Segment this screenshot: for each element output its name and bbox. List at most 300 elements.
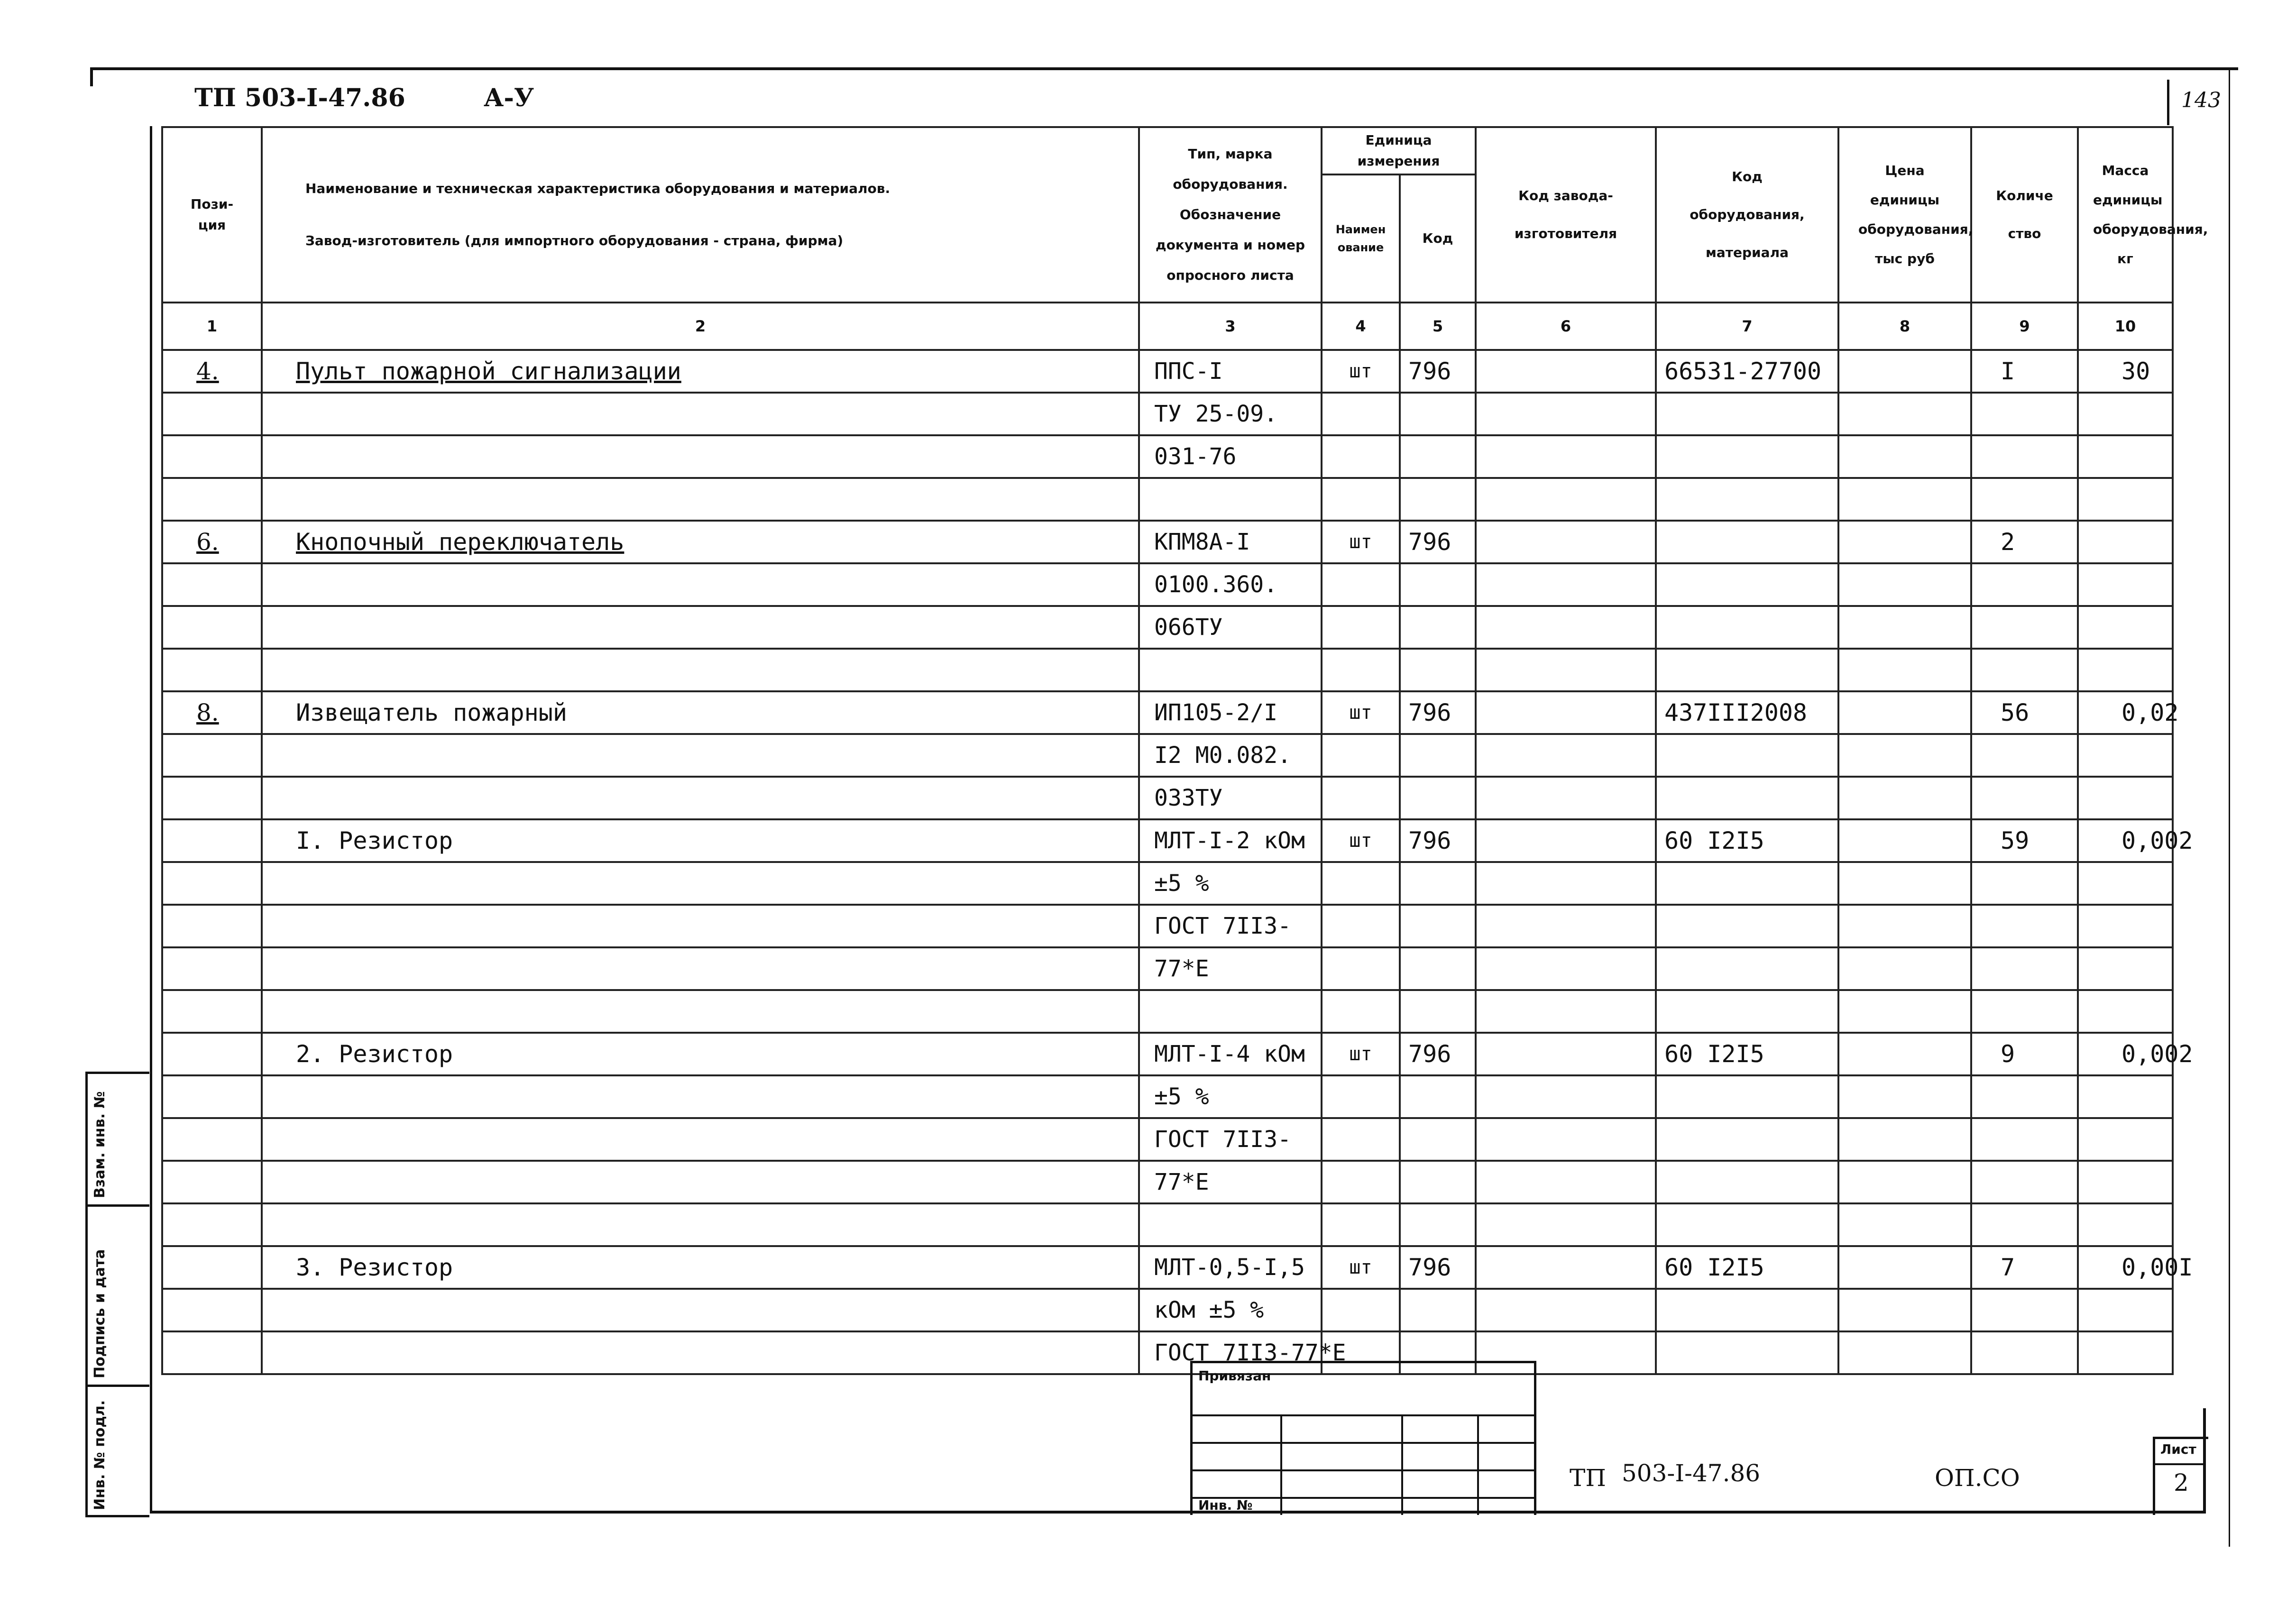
table-row xyxy=(162,1033,2173,1075)
name-cell xyxy=(262,649,1139,691)
type-cell: 77*Е xyxy=(1139,947,1322,990)
price-cell xyxy=(1838,1331,1971,1374)
binding-stamp xyxy=(1190,1361,1536,1515)
name-cell xyxy=(262,777,1139,819)
type-cell: МЛТ-I-4 кОм xyxy=(1139,1033,1322,1075)
left-binding-strip xyxy=(85,1072,149,1517)
header-price: Цена единицы оборудования, тыс руб xyxy=(1838,127,1971,303)
mass-cell: 0,002 xyxy=(2078,1033,2173,1075)
footer-doc-prefix: ТП xyxy=(1570,1464,1606,1492)
position-cell: 8. xyxy=(162,691,262,734)
mass-cell xyxy=(2078,1203,2173,1246)
quantity-cell xyxy=(1971,393,2078,435)
equipment-code-cell xyxy=(1656,563,1838,606)
type-cell: 033ТУ xyxy=(1139,777,1322,819)
unit-cell xyxy=(1322,1075,1400,1118)
unit-code-cell xyxy=(1400,947,1476,990)
type-cell: 066ТУ xyxy=(1139,606,1322,649)
table-row xyxy=(162,393,2173,435)
name-cell: Кнопочный переключатель xyxy=(262,521,1139,563)
quantity-cell: 2 xyxy=(1971,521,2078,563)
quantity-cell xyxy=(1971,734,2078,777)
unit-cell: шт xyxy=(1322,521,1400,563)
strip-cell-inventory xyxy=(88,1387,149,1513)
strip-label: Взам. инв. № xyxy=(92,1091,108,1198)
position-cell: 6. xyxy=(162,521,262,563)
price-cell xyxy=(1838,947,1971,990)
mass-cell xyxy=(2078,1161,2173,1203)
position-cell xyxy=(162,563,262,606)
quantity-cell: I xyxy=(1971,350,2078,393)
quantity-cell xyxy=(1971,777,2078,819)
factory-code-cell xyxy=(1476,819,1656,862)
type-cell: кОм ±5 % xyxy=(1139,1289,1322,1331)
equipment-code-cell xyxy=(1656,1118,1838,1161)
unit-cell xyxy=(1322,1118,1400,1161)
price-cell xyxy=(1838,819,1971,862)
factory-code-cell xyxy=(1476,563,1656,606)
type-cell: ППС-I xyxy=(1139,350,1322,393)
col-number: 5 xyxy=(1400,303,1476,350)
mass-cell xyxy=(2078,393,2173,435)
factory-code-cell xyxy=(1476,947,1656,990)
strip-label: Подпись и дата xyxy=(92,1249,108,1378)
stamp-line xyxy=(1193,1414,1534,1416)
type-cell: 0100.360. xyxy=(1139,563,1322,606)
sheet-box-divider xyxy=(2153,1463,2206,1465)
header-position: Пози- ция xyxy=(162,127,262,303)
header-quantity: Количество xyxy=(1971,127,2078,303)
stamp-divider xyxy=(1280,1414,1282,1515)
mass-cell xyxy=(2078,435,2173,478)
position-cell xyxy=(162,649,262,691)
col-number: 3 xyxy=(1139,303,1322,350)
equipment-code-cell xyxy=(1656,1331,1838,1374)
unit-cell xyxy=(1322,1161,1400,1203)
mass-cell: 0,02 xyxy=(2078,691,2173,734)
stamp-line xyxy=(1193,1442,1534,1444)
column-numbers-row xyxy=(162,303,2173,350)
unit-cell xyxy=(1322,478,1400,521)
type-cell: 031-76 xyxy=(1139,435,1322,478)
equipment-code-cell xyxy=(1656,478,1838,521)
mass-cell xyxy=(2078,990,2173,1033)
name-cell xyxy=(262,1161,1139,1203)
header-name: Наименование и техническая характеристика оборудования и материалов. Завод-изготовитель (для импортного оборудования - страна, фирма) xyxy=(262,127,1139,303)
unit-cell xyxy=(1322,649,1400,691)
stamp-divider xyxy=(1477,1414,1479,1515)
price-cell xyxy=(1838,1075,1971,1118)
mass-cell xyxy=(2078,478,2173,521)
type-cell: КПМ8А-I xyxy=(1139,521,1322,563)
unit-cell xyxy=(1322,777,1400,819)
name-cell xyxy=(262,947,1139,990)
table-row xyxy=(162,1331,2173,1374)
quantity-cell xyxy=(1971,1118,2078,1161)
price-cell xyxy=(1838,1161,1971,1203)
price-cell xyxy=(1838,862,1971,905)
name-cell xyxy=(262,563,1139,606)
price-cell xyxy=(1838,1033,1971,1075)
position-cell xyxy=(162,990,262,1033)
name-cell xyxy=(262,734,1139,777)
price-cell xyxy=(1838,478,1971,521)
unit-code-cell xyxy=(1400,1203,1476,1246)
equipment-code-cell: 66531-27700 xyxy=(1656,350,1838,393)
factory-code-cell xyxy=(1476,1033,1656,1075)
type-cell: ГОСТ 7II3-77*Е xyxy=(1139,1331,1322,1374)
unit-cell xyxy=(1322,606,1400,649)
header-unit-code: Код xyxy=(1400,174,1476,303)
price-cell xyxy=(1838,393,1971,435)
stamp-inventory-label: Инв. № xyxy=(1198,1497,1253,1513)
position-cell xyxy=(162,1331,262,1374)
col-number: 2 xyxy=(262,303,1139,350)
factory-code-cell xyxy=(1476,1118,1656,1161)
position-cell: 4. xyxy=(162,350,262,393)
mass-cell xyxy=(2078,947,2173,990)
table-row xyxy=(162,563,2173,606)
type-cell: МЛТ-I-2 кОм xyxy=(1139,819,1322,862)
unit-cell: шт xyxy=(1322,819,1400,862)
factory-code-cell xyxy=(1476,1203,1656,1246)
factory-code-cell xyxy=(1476,435,1656,478)
header-mass: Масса единицы оборудования, кг xyxy=(2078,127,2173,303)
equipment-code-cell: 437III2008 xyxy=(1656,691,1838,734)
unit-code-cell: 796 xyxy=(1400,819,1476,862)
header-unit-group: Единица измерения xyxy=(1322,127,1476,174)
factory-code-cell xyxy=(1476,606,1656,649)
unit-cell xyxy=(1322,905,1400,947)
unit-code-cell xyxy=(1400,393,1476,435)
unit-cell: шт xyxy=(1322,691,1400,734)
table-row xyxy=(162,862,2173,905)
name-cell xyxy=(262,1118,1139,1161)
unit-code-cell: 796 xyxy=(1400,521,1476,563)
position-cell xyxy=(162,478,262,521)
unit-code-cell xyxy=(1400,777,1476,819)
table-row xyxy=(162,947,2173,990)
equipment-code-cell: 60 I2I5 xyxy=(1656,819,1838,862)
position-cell xyxy=(162,1075,262,1118)
factory-code-cell xyxy=(1476,905,1656,947)
equipment-code-cell xyxy=(1656,1203,1838,1246)
factory-code-cell xyxy=(1476,734,1656,777)
footer-section: ОП.СО xyxy=(1935,1464,2020,1492)
stamp-divider xyxy=(1401,1414,1403,1515)
type-cell: ±5 % xyxy=(1139,1075,1322,1118)
table-row xyxy=(162,649,2173,691)
col-number: 8 xyxy=(1838,303,1971,350)
type-cell: ИП105-2/I xyxy=(1139,691,1322,734)
equipment-code-cell xyxy=(1656,1161,1838,1203)
mass-cell xyxy=(2078,905,2173,947)
name-cell xyxy=(262,478,1139,521)
unit-cell xyxy=(1322,1289,1400,1331)
factory-code-cell xyxy=(1476,393,1656,435)
mass-cell xyxy=(2078,777,2173,819)
quantity-cell xyxy=(1971,1331,2078,1374)
position-cell xyxy=(162,393,262,435)
position-cell xyxy=(162,819,262,862)
unit-code-cell xyxy=(1400,990,1476,1033)
frame-bottom-border xyxy=(150,1511,2206,1514)
quantity-cell xyxy=(1971,905,2078,947)
unit-code-cell xyxy=(1400,1289,1476,1331)
factory-code-cell xyxy=(1476,777,1656,819)
unit-cell xyxy=(1322,947,1400,990)
name-cell xyxy=(262,1331,1139,1374)
factory-code-cell xyxy=(1476,1289,1656,1331)
factory-code-cell xyxy=(1476,521,1656,563)
frame-left-border xyxy=(150,126,152,1513)
unit-code-cell xyxy=(1400,862,1476,905)
mass-cell xyxy=(2078,862,2173,905)
header-unit-name: Наименование xyxy=(1322,174,1400,303)
table-row xyxy=(162,734,2173,777)
quantity-cell xyxy=(1971,862,2078,905)
factory-code-cell xyxy=(1476,649,1656,691)
strip-label: Инв. № подл. xyxy=(92,1400,108,1510)
quantity-cell xyxy=(1971,1161,2078,1203)
table-row xyxy=(162,478,2173,521)
equipment-code-cell xyxy=(1656,1075,1838,1118)
stamp-line xyxy=(1193,1469,1534,1471)
table-row xyxy=(162,1161,2173,1203)
table-row xyxy=(162,905,2173,947)
factory-code-cell xyxy=(1476,350,1656,393)
table-row xyxy=(162,1203,2173,1246)
table-row xyxy=(162,1289,2173,1331)
table-row xyxy=(162,777,2173,819)
mass-cell xyxy=(2078,521,2173,563)
quantity-cell xyxy=(1971,1289,2078,1331)
table-row xyxy=(162,521,2173,563)
price-cell xyxy=(1838,777,1971,819)
unit-code-cell xyxy=(1400,1161,1476,1203)
type-cell: ГОСТ 7II3- xyxy=(1139,1118,1322,1161)
position-cell xyxy=(162,1246,262,1289)
quantity-cell xyxy=(1971,478,2078,521)
price-cell xyxy=(1838,1246,1971,1289)
unit-cell xyxy=(1322,1203,1400,1246)
table-row xyxy=(162,606,2173,649)
mass-cell: 0,00I xyxy=(2078,1246,2173,1289)
price-cell xyxy=(1838,691,1971,734)
sheet-label: Лист xyxy=(2160,1441,2196,1457)
unit-code-cell xyxy=(1400,606,1476,649)
unit-code-cell xyxy=(1400,478,1476,521)
name-cell xyxy=(262,862,1139,905)
factory-code-cell xyxy=(1476,1246,1656,1289)
position-cell xyxy=(162,862,262,905)
price-cell xyxy=(1838,521,1971,563)
mass-cell xyxy=(2078,649,2173,691)
equipment-code-cell xyxy=(1656,734,1838,777)
sheet-number: 2 xyxy=(2174,1469,2189,1496)
type-cell xyxy=(1139,649,1322,691)
unit-code-cell xyxy=(1400,734,1476,777)
type-cell xyxy=(1139,478,1322,521)
top-border-tick xyxy=(90,67,93,86)
unit-cell: шт xyxy=(1322,350,1400,393)
price-cell xyxy=(1838,1289,1971,1331)
name-cell xyxy=(262,990,1139,1033)
col-number: 1 xyxy=(162,303,262,350)
header-page-number: 143 xyxy=(2181,88,2221,112)
position-cell xyxy=(162,947,262,990)
name-cell: Извещатель пожарный xyxy=(262,691,1139,734)
name-cell: 2. Резистор xyxy=(262,1033,1139,1075)
name-cell xyxy=(262,435,1139,478)
unit-code-cell: 796 xyxy=(1400,1246,1476,1289)
name-cell xyxy=(262,393,1139,435)
mass-cell xyxy=(2078,606,2173,649)
factory-code-cell xyxy=(1476,1161,1656,1203)
equipment-code-cell xyxy=(1656,777,1838,819)
price-cell xyxy=(1838,1203,1971,1246)
price-cell xyxy=(1838,990,1971,1033)
equipment-code-cell xyxy=(1656,1289,1838,1331)
table-row xyxy=(162,435,2173,478)
factory-code-cell xyxy=(1476,990,1656,1033)
unit-cell xyxy=(1322,563,1400,606)
mass-cell: 30 xyxy=(2078,350,2173,393)
type-cell: ±5 % xyxy=(1139,862,1322,905)
unit-cell xyxy=(1322,990,1400,1033)
table-row xyxy=(162,990,2173,1033)
mass-cell xyxy=(2078,563,2173,606)
name-cell: I. Резистор xyxy=(262,819,1139,862)
unit-cell xyxy=(1322,862,1400,905)
header-doc-code: ТП 503-I-47.86 xyxy=(194,83,405,112)
strip-cell-signature xyxy=(88,1207,149,1387)
unit-code-cell: 796 xyxy=(1400,691,1476,734)
equipment-code-cell xyxy=(1656,649,1838,691)
header-section: А-У xyxy=(484,83,534,112)
quantity-cell xyxy=(1971,947,2078,990)
price-cell xyxy=(1838,563,1971,606)
mass-cell xyxy=(2078,1331,2173,1374)
position-cell xyxy=(162,1289,262,1331)
price-cell xyxy=(1838,649,1971,691)
table-row xyxy=(162,1246,2173,1289)
position-cell xyxy=(162,435,262,478)
quantity-cell xyxy=(1971,435,2078,478)
unit-code-cell xyxy=(1400,1118,1476,1161)
quantity-cell xyxy=(1971,1203,2078,1246)
table-row xyxy=(162,819,2173,862)
factory-code-cell xyxy=(1476,691,1656,734)
mass-cell xyxy=(2078,1118,2173,1161)
quantity-cell xyxy=(1971,606,2078,649)
unit-cell: шт xyxy=(1322,1033,1400,1075)
table-row xyxy=(162,691,2173,734)
factory-code-cell xyxy=(1476,862,1656,905)
factory-code-cell xyxy=(1476,1075,1656,1118)
unit-cell xyxy=(1322,734,1400,777)
equipment-code-cell xyxy=(1656,947,1838,990)
equipment-code-cell xyxy=(1656,521,1838,563)
equipment-code-cell xyxy=(1656,393,1838,435)
header-type: Тип, марка оборудования. Обозначение документа и номер опросного листа xyxy=(1139,127,1322,303)
type-cell: ГОСТ 7II3- xyxy=(1139,905,1322,947)
table-row xyxy=(162,350,2173,393)
unit-code-cell: 796 xyxy=(1400,1033,1476,1075)
name-cell xyxy=(262,1075,1139,1118)
quantity-cell xyxy=(1971,990,2078,1033)
header-equipment-code: Код оборудования, материала xyxy=(1656,127,1838,303)
quantity-cell xyxy=(1971,649,2078,691)
mass-cell: 0,002 xyxy=(2078,819,2173,862)
name-cell xyxy=(262,905,1139,947)
unit-cell xyxy=(1322,393,1400,435)
specification-table xyxy=(161,126,2208,1375)
type-cell: ТУ 25-09. xyxy=(1139,393,1322,435)
footer-doc-code: 503-I-47.86 xyxy=(1622,1459,1761,1487)
mass-cell xyxy=(2078,734,2173,777)
type-cell xyxy=(1139,990,1322,1033)
name-cell: Пульт пожарной сигнализации xyxy=(262,350,1139,393)
unit-code-cell: 796 xyxy=(1400,350,1476,393)
quantity-cell xyxy=(1971,1075,2078,1118)
equipment-code-cell xyxy=(1656,990,1838,1033)
position-cell xyxy=(162,1033,262,1075)
mass-cell xyxy=(2078,1075,2173,1118)
unit-code-cell xyxy=(1400,1075,1476,1118)
quantity-cell: 56 xyxy=(1971,691,2078,734)
type-cell: I2 М0.082. xyxy=(1139,734,1322,777)
equipment-code-cell xyxy=(1656,862,1838,905)
price-cell xyxy=(1838,435,1971,478)
col-number: 10 xyxy=(2078,303,2173,350)
unit-code-cell xyxy=(1400,435,1476,478)
type-cell: МЛТ-0,5-I,5 xyxy=(1139,1246,1322,1289)
table-row xyxy=(162,1075,2173,1118)
unit-code-cell xyxy=(1400,563,1476,606)
position-cell xyxy=(162,777,262,819)
position-cell xyxy=(162,606,262,649)
quantity-cell: 59 xyxy=(1971,819,2078,862)
price-cell xyxy=(1838,734,1971,777)
col-number: 7 xyxy=(1656,303,1838,350)
factory-code-cell xyxy=(1476,478,1656,521)
table-row xyxy=(162,1118,2173,1161)
price-cell xyxy=(1838,905,1971,947)
name-cell xyxy=(262,1203,1139,1246)
frame-right-margin-line xyxy=(2229,67,2230,1547)
position-cell xyxy=(162,905,262,947)
name-cell xyxy=(262,1289,1139,1331)
equipment-code-cell xyxy=(1656,435,1838,478)
header-factory-code: Код завода-изготовителя xyxy=(1476,127,1656,303)
mass-cell xyxy=(2078,1289,2173,1331)
name-cell: 3. Резистор xyxy=(262,1246,1139,1289)
name-cell xyxy=(262,606,1139,649)
unit-code-cell xyxy=(1400,649,1476,691)
strip-cell-replacement xyxy=(88,1074,149,1207)
stamp-title: Привязан xyxy=(1198,1368,1271,1384)
price-cell xyxy=(1838,1118,1971,1161)
equipment-code-cell xyxy=(1656,905,1838,947)
unit-code-cell xyxy=(1400,905,1476,947)
position-cell xyxy=(162,1118,262,1161)
position-cell xyxy=(162,734,262,777)
type-cell: 77*Е xyxy=(1139,1161,1322,1203)
quantity-cell: 7 xyxy=(1971,1246,2078,1289)
price-cell xyxy=(1838,606,1971,649)
top-border xyxy=(90,67,2238,70)
